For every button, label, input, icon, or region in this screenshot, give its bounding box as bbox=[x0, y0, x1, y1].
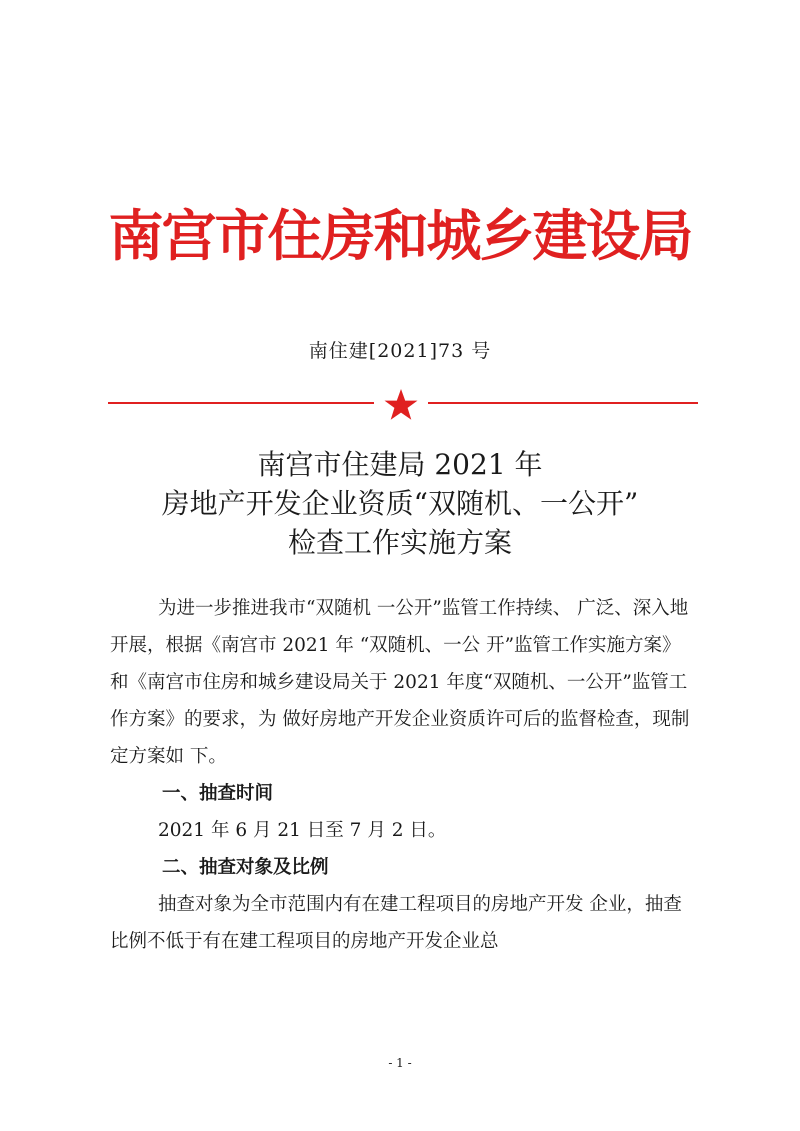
intro-paragraph bbox=[110, 590, 690, 775]
red-rule-left bbox=[108, 402, 374, 404]
title-line-1: 南宫市住建局 2021 年 bbox=[257, 448, 543, 481]
section-1-text: 2021 年 6 月 21 日至 7 月 2 日。 bbox=[158, 820, 447, 841]
section-1-heading: 一、抽查时间 bbox=[162, 783, 274, 804]
title-line-3: 检查工作实施方案 bbox=[287, 526, 512, 559]
red-rule-right bbox=[428, 402, 698, 404]
intro-line: 开”监管工作实施方案》和《南宫市住房和城乡建设局关于 bbox=[110, 635, 681, 693]
document-body bbox=[110, 590, 690, 960]
intro-line: 为进一步推进我市“双随机 一公开”监管工作持续、 bbox=[158, 598, 572, 619]
intro-line: 下。 bbox=[189, 746, 227, 767]
page-number: - 1 - bbox=[388, 1056, 412, 1070]
section-2-line: 抽查对象为全市范围内有在建工程项目的房地产开发 bbox=[158, 894, 584, 915]
section-2-paragraph bbox=[110, 886, 690, 960]
section-2-heading: 二、抽查对象及比例 bbox=[162, 857, 329, 878]
title-line-2: 房地产开发企业资质“双随机、一公开” bbox=[161, 487, 639, 520]
intro-line: 做好房地产开发企业资质许可后的监督检查，现制定方案如 bbox=[110, 709, 690, 767]
section-2-line: 企业，抽查比例不低于有在建工程项目的房地产开发企业总 bbox=[110, 894, 682, 952]
document-title bbox=[0, 445, 800, 562]
intro-line: 2021 年度“双随机、一公开”监管工作方案》的要求，为 bbox=[110, 672, 688, 730]
issuer-header: 南宫市住房和城乡建设局 bbox=[108, 203, 692, 268]
intro-line: 广泛、深入地开展，根据《南宫市 2021 年 “双随机、一公 bbox=[110, 598, 689, 656]
red-star-icon bbox=[383, 388, 419, 422]
document-number: 南住建[2021]73 号 bbox=[308, 340, 492, 362]
